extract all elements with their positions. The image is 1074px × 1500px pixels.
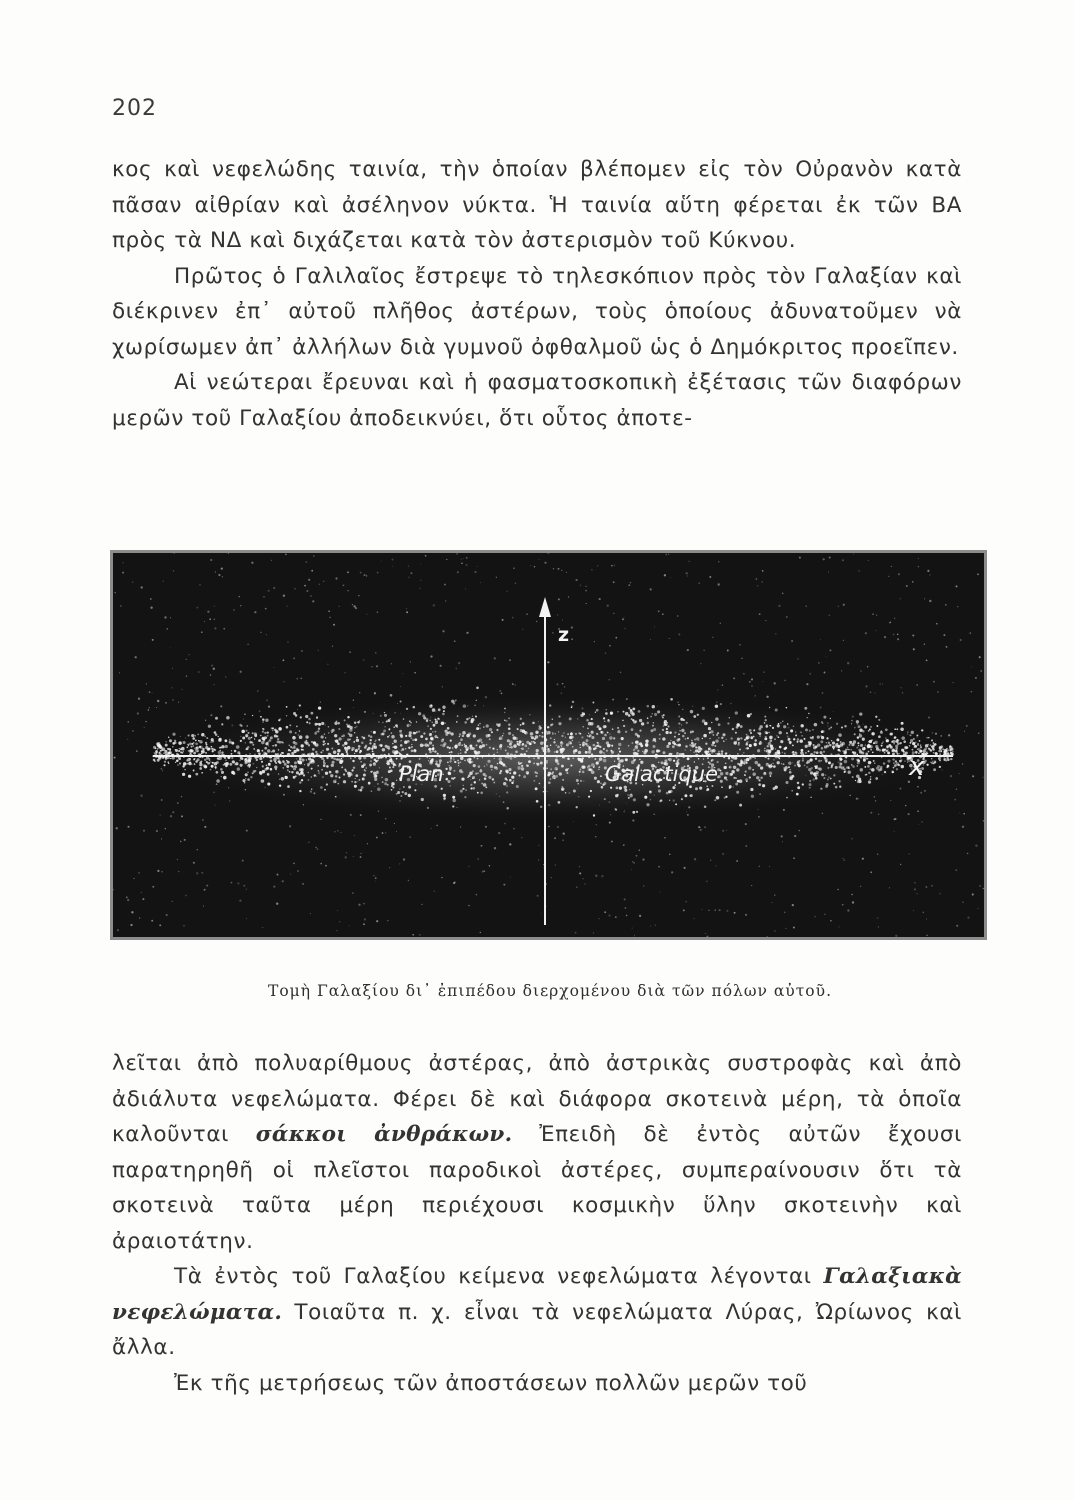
paragraph-nebulae-end: Τοιαῦτα π. χ. εἶναι τὰ νεφελώματα Λύρας, Ὠρίωνος καὶ ἄλλα. bbox=[112, 1299, 962, 1360]
paragraph-galileo: Πρῶτος ὁ Γαλιλαῖος ἔστρεψε τὸ τηλεσκόπιον πρὸς τὸν Γαλαξίαν καὶ διέκρινεν ἐπ᾽ αὐτοῦ πλῆθος ἀστέρων, τοὺς ὁποίους ἀδυνατοῦμεν νὰ χωρίσωμεν ἀπ᾽ ἀλλήλων διὰ γυμνοῦ ὀφθαλμοῦ ὡς ὁ Δημόκριτος προεῖπεν. bbox=[112, 263, 962, 360]
z-axis-label: z bbox=[558, 624, 570, 646]
paragraph-composition bbox=[112, 1046, 962, 1259]
x-axis-label: x bbox=[909, 752, 925, 782]
term-coal-sacks: σάκκοι ἀνθράκων. bbox=[255, 1122, 513, 1147]
paragraph-continued: κος καὶ νεφελώδης ταινία, τὴν ὁποίαν βλέπομεν εἰς τὸν Οὐρανὸν κατὰ πᾶσαν αἰθρίαν καὶ ἀσέληνον νύκτα. Ἡ ταινία αὕτη φέρεται ἐκ τῶν ΒΑ πρὸς τὰ ΝΔ καὶ διχάζεται κατὰ τὸν ἀστερισμὸν τοῦ Κύκνου. bbox=[112, 157, 962, 253]
paragraph-distances: Ἐκ τῆς μετρήσεως τῶν ἀποστάσεων πολλῶν μερῶν τοῦ bbox=[174, 1370, 808, 1396]
galaxy-section-illustration bbox=[113, 553, 984, 937]
term-galactic-nebulae: Γαλαξιακὰ νεφελώματα. bbox=[112, 1264, 962, 1325]
paragraph-nebulae-start: Τὰ ἐντὸς τοῦ Γαλαξίου κείμενα νεφελώματα λέγονται bbox=[174, 1264, 824, 1289]
plane-label-galactique: Galactique bbox=[605, 762, 719, 786]
figure-caption: Τομὴ Γαλαξίου δι᾽ ἐπιπέδου διερχομένου διὰ τῶν πόλων αὐτοῦ. bbox=[268, 982, 832, 1000]
paragraph-nebulae bbox=[112, 1259, 962, 1366]
plane-label-plan: Plan bbox=[399, 762, 444, 786]
paragraph-composition-start: λεῖται ἀπὸ πολυαρίθμους ἀστέρας, ἀπὸ ἀστρικὰς συστροφὰς καὶ ἀπὸ ἀδιάλυτα νεφελώματα. Φέρει δὲ καὶ διάφορα σκοτεινὰ μέρη, τὰ ὁποῖα καλοῦνται bbox=[112, 1051, 962, 1147]
paragraph-research: Αἱ νεώτεραι ἔρευναι καὶ ἡ φασματοσκοπικὴ ἐξέτασις τῶν διαφόρων μερῶν τοῦ Γαλαξίου ἀποδεικνύει, ὅτι οὗτος ἀποτε- bbox=[112, 370, 962, 431]
galaxy-section-figure bbox=[110, 550, 987, 940]
paragraph-composition-end: Ἐπειδὴ δὲ ἐντὸς αὐτῶν ἔχουσι παρατηρηθῆ οἱ πλεῖστοι παροδικοὶ ἀστέρες, συμπεραίνουσιν ὅτι τὰ σκοτεινὰ ταῦτα μέρη περιέχουσι κοσμικὴν ὕλην σκοτεινὴν καὶ ἀραιοτάτην. bbox=[112, 1122, 962, 1254]
top-text bbox=[112, 152, 962, 436]
bottom-text bbox=[112, 1046, 962, 1401]
page-number: 202 bbox=[112, 96, 157, 121]
